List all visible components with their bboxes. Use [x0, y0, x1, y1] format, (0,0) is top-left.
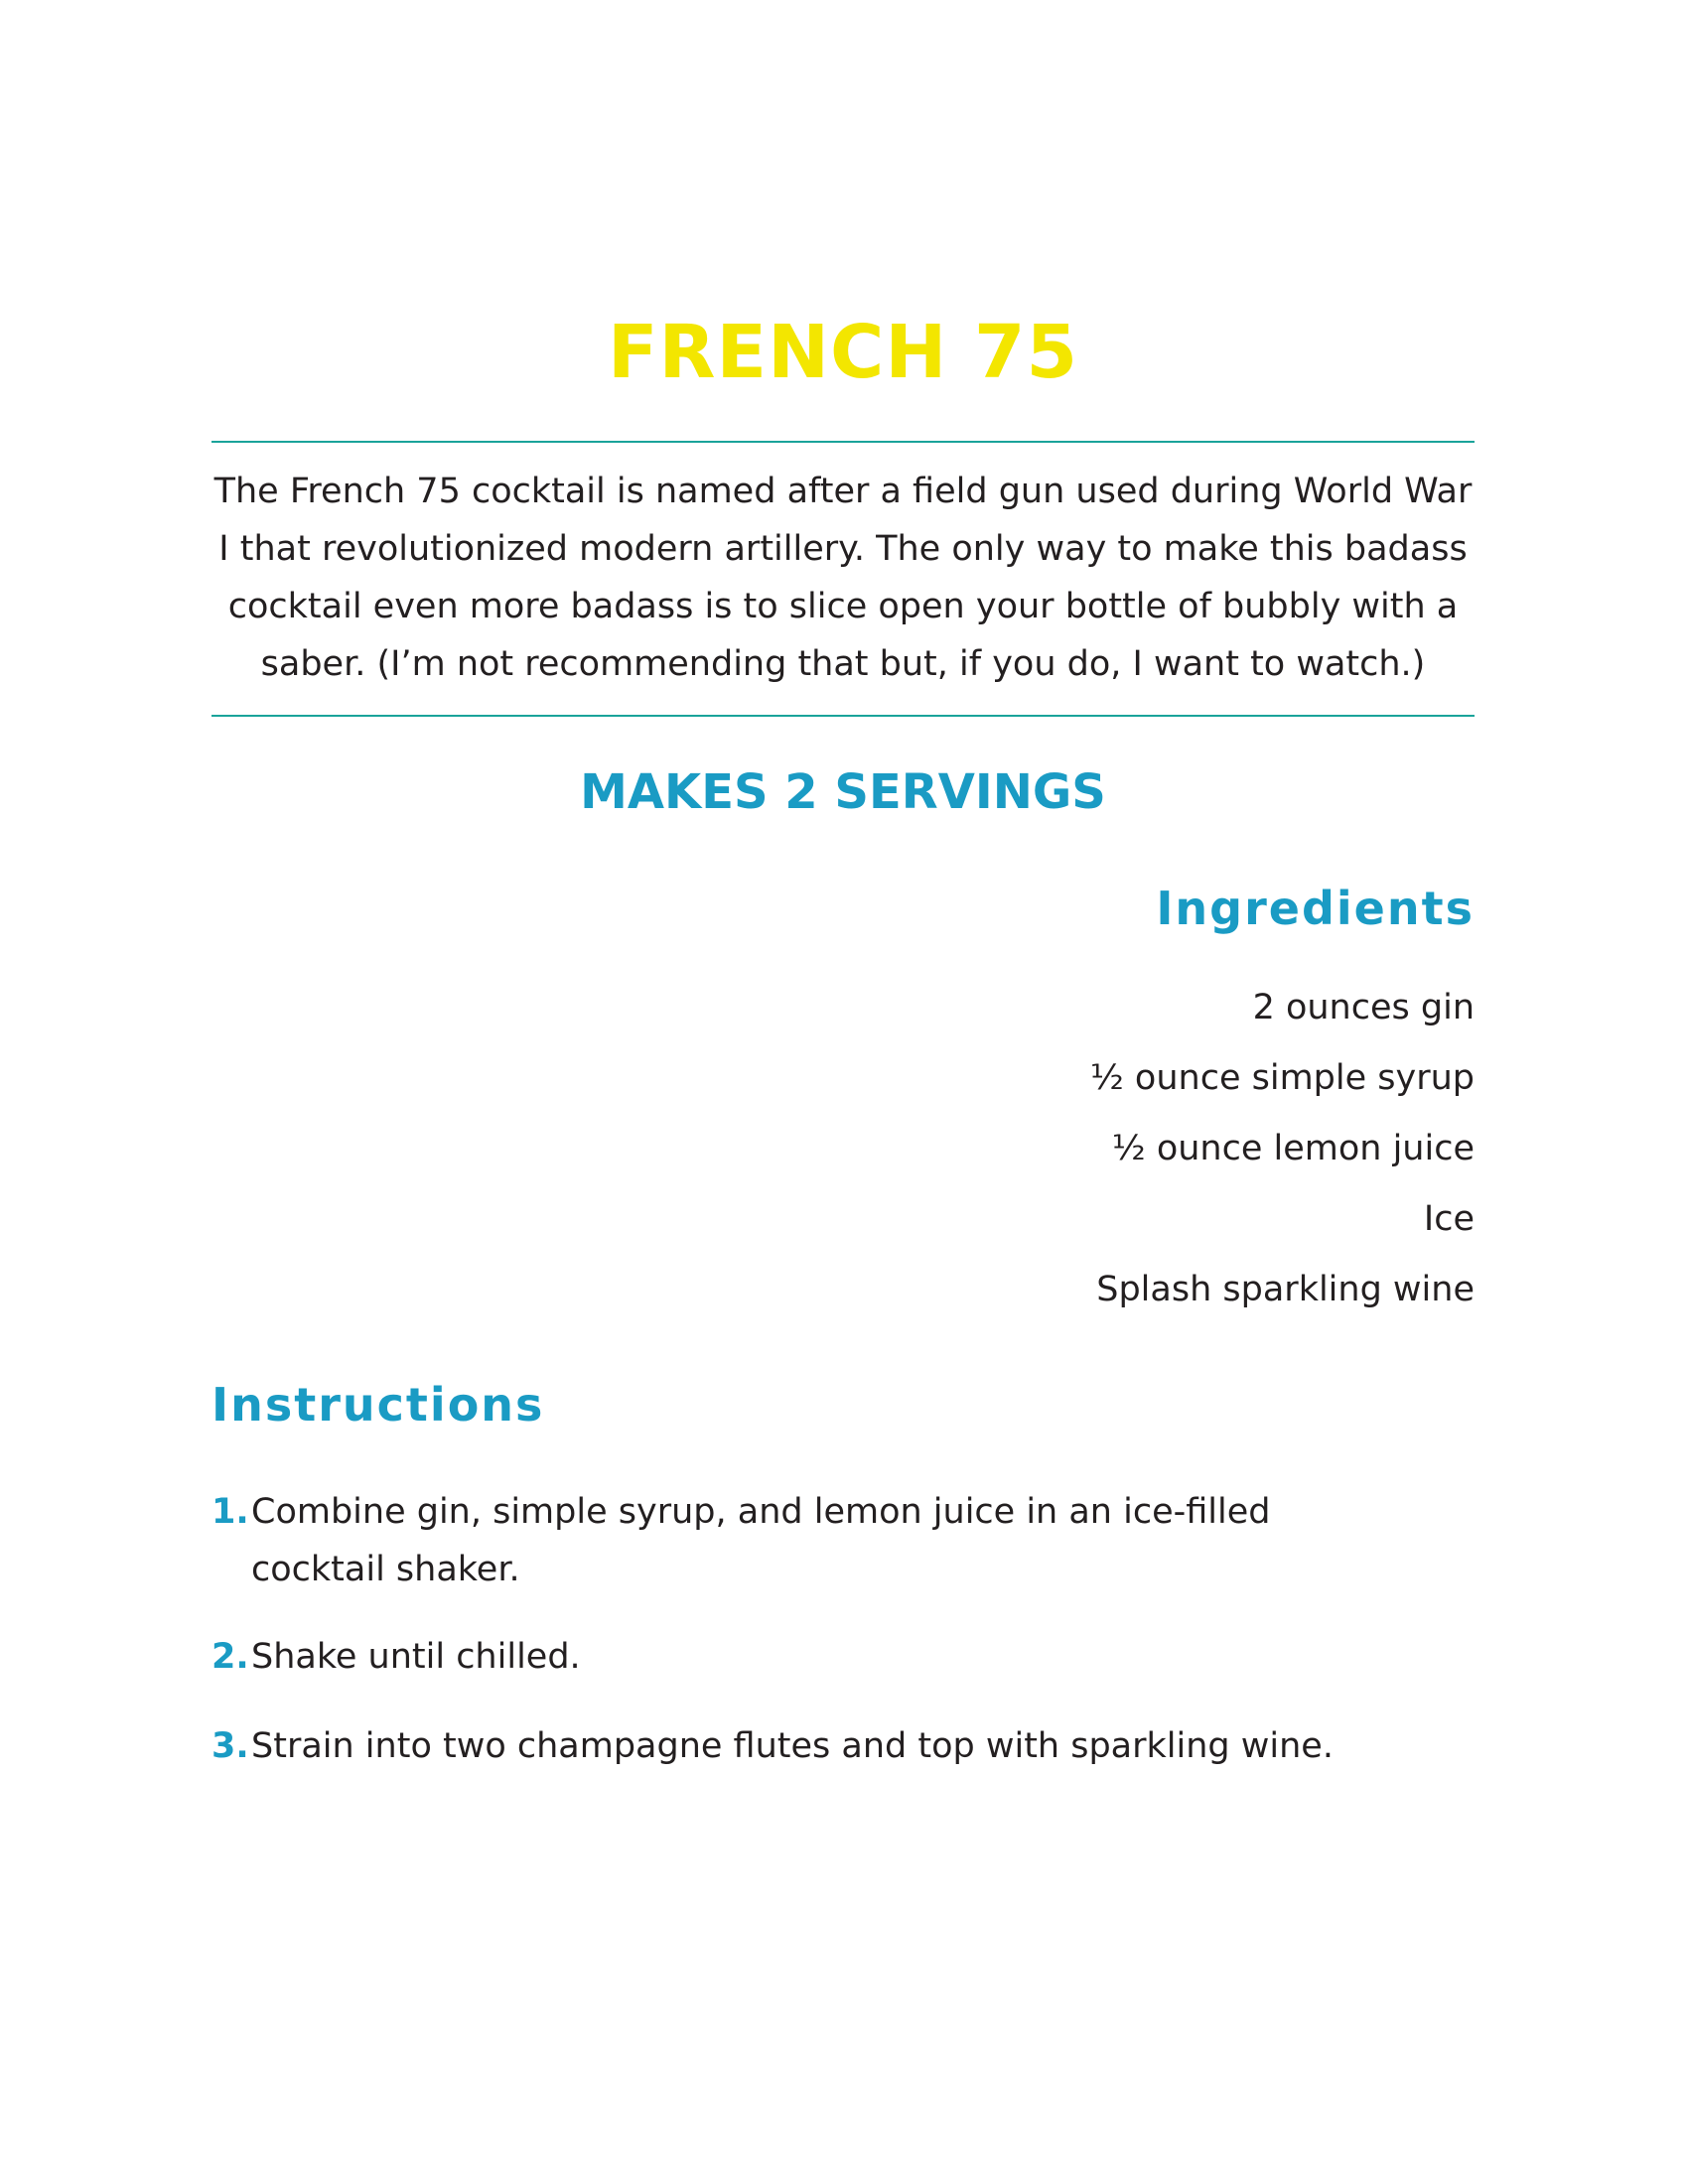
ingredient-item: Ice: [1423, 1199, 1475, 1239]
recipe-intro: The French 75 cocktail is named after a field gun used during World War I that revolutionized modern artillery. The only way to make this badass cocktail even more badass is to slice open your bottle of bubbly with a saber. (I’m not recommending that but, if you do, I want to watch.): [213, 472, 1473, 684]
step-text: Combine gin, simple syrup, and lemon juice in an ice-filled cocktail shaker.: [251, 1492, 1271, 1589]
instruction-step: [211, 1717, 1403, 1775]
ingredients-heading: Ingredients: [1156, 882, 1475, 935]
instructions-heading: Instructions: [211, 1378, 545, 1432]
ingredient-item: ½ ounce lemon juice: [1111, 1129, 1475, 1168]
recipe-title: FRENCH 75: [608, 310, 1078, 395]
step-text: Strain into two champagne flutes and top with sparkling wine.: [251, 1726, 1334, 1766]
step-number: 1.: [211, 1492, 249, 1532]
ingredient-item: ½ ounce simple syrup: [1089, 1058, 1475, 1098]
ingredient-item: Splash sparkling wine: [1096, 1270, 1475, 1309]
instruction-step: [211, 1483, 1403, 1598]
step-number: 3.: [211, 1726, 249, 1766]
ingredient-item: 2 ounces gin: [1252, 988, 1475, 1027]
instruction-step: [211, 1628, 1403, 1686]
step-text: Shake until chilled.: [251, 1637, 581, 1677]
instructions-list: [211, 1483, 1475, 1775]
servings-heading: MAKES 2 SERVINGS: [580, 764, 1106, 820]
top-divider: [211, 441, 1475, 443]
ingredients-list: [680, 973, 1475, 1325]
recipe-page: [211, 0, 1475, 2184]
step-number: 2.: [211, 1637, 249, 1677]
bottom-divider: [211, 715, 1475, 717]
